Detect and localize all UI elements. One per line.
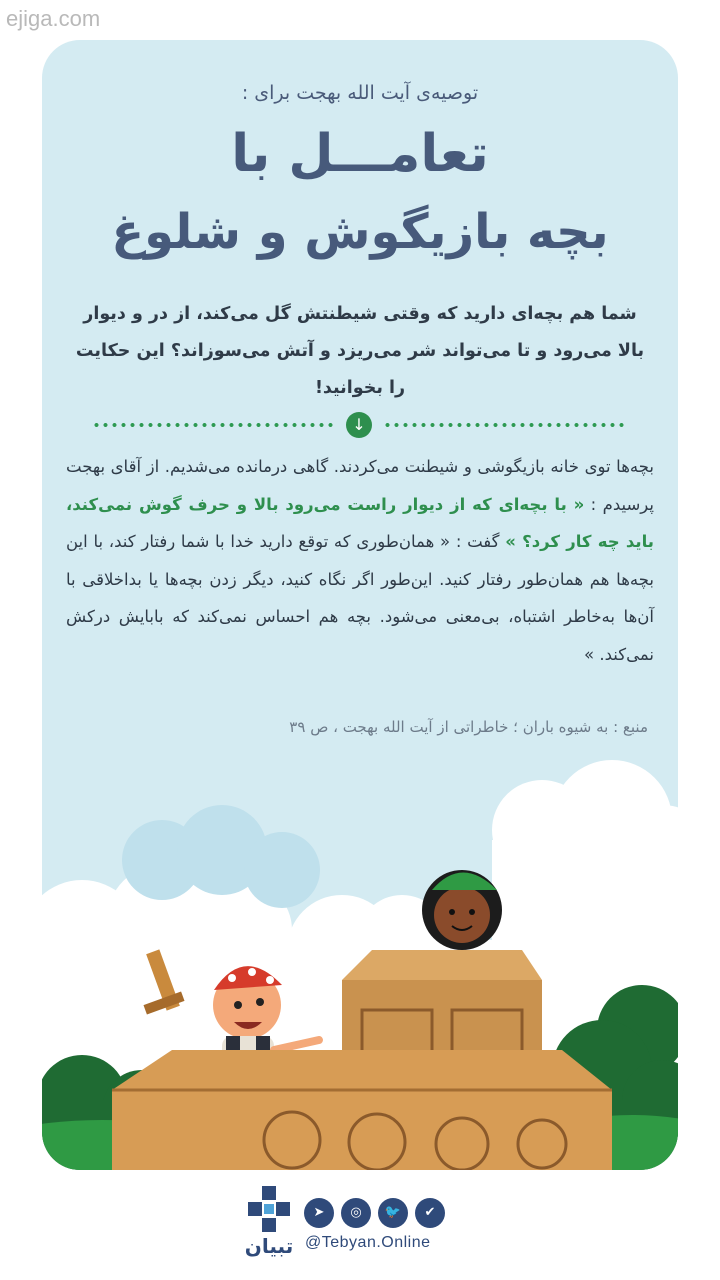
divider-dots-right xyxy=(383,423,628,427)
watermark: ejiga.com xyxy=(6,6,101,31)
story-part2: گفت : « همان‌طوری که توقع دارید خدا با شما رفتار کند، با این بچه‌ها هم همان‌طور رفتار کنید. این‌طور اگر نگاه کنید، دیگر زدن بچه‌ها یا بداخلاقی با آن‌ها به‌خاطر اشتباه، بی‌معنی می‌شود. بچه هم احساس نمی‌کند که بابایش درکش نمی‌کند. » xyxy=(66,532,654,664)
tebyan-logo-icon xyxy=(244,1186,294,1234)
social-handle[interactable]: @Tebyan.Online xyxy=(305,1234,431,1251)
source-citation: منبع : به شیوه باران ؛ خاطراتی از آیت الله بهجت ، ص ۳۹ xyxy=(289,718,648,736)
twitter-icon[interactable]: 🐦 xyxy=(378,1198,408,1228)
page-title-line1: تعامـــل با xyxy=(231,124,489,184)
page-subtitle: توصیه‌ی آیت الله بهجت برای : xyxy=(241,82,479,104)
tebyan-logo-text: تبیان xyxy=(244,1234,294,1258)
shield-check-icon[interactable]: ✔ xyxy=(415,1198,445,1228)
footer-bar xyxy=(0,1170,720,1280)
page-title-line2: بچه بازیگوش و شلوغ xyxy=(111,204,609,260)
sky-clouds-light xyxy=(122,805,320,908)
divider-dots-left xyxy=(92,423,337,427)
social-icons xyxy=(304,1198,445,1228)
story-part1: بچه‌ها توی خانه بازیگوشی و شیطنت می‌کردند. گاهی درمانده می‌شدیم. از آقای بهجت پرسیدم : xyxy=(66,457,654,514)
intro-paragraph: شما هم بچه‌ای دارید که وقتی شیطنتش گل می‌کند، از در و دیوار بالا می‌رود و تا می‌تواند شر می‌ریزد و آتش می‌سوزاند؟ این حکایت را بخوانید! xyxy=(75,304,645,398)
arrow-down-icon: ↓ xyxy=(346,412,372,438)
illustration-kids-cardboard-ship xyxy=(42,740,678,1170)
instagram-icon[interactable]: ◎ xyxy=(341,1198,371,1228)
telegram-icon[interactable]: ➤ xyxy=(304,1198,334,1228)
story-paragraph xyxy=(66,448,654,673)
dotted-divider xyxy=(92,410,628,438)
poster-card xyxy=(42,40,678,1170)
story-question: « با بچه‌ای که از دیوار راست می‌رود بالا و حرف گوش نمی‌کند، باید چه کار کرد؟ » xyxy=(66,494,654,551)
